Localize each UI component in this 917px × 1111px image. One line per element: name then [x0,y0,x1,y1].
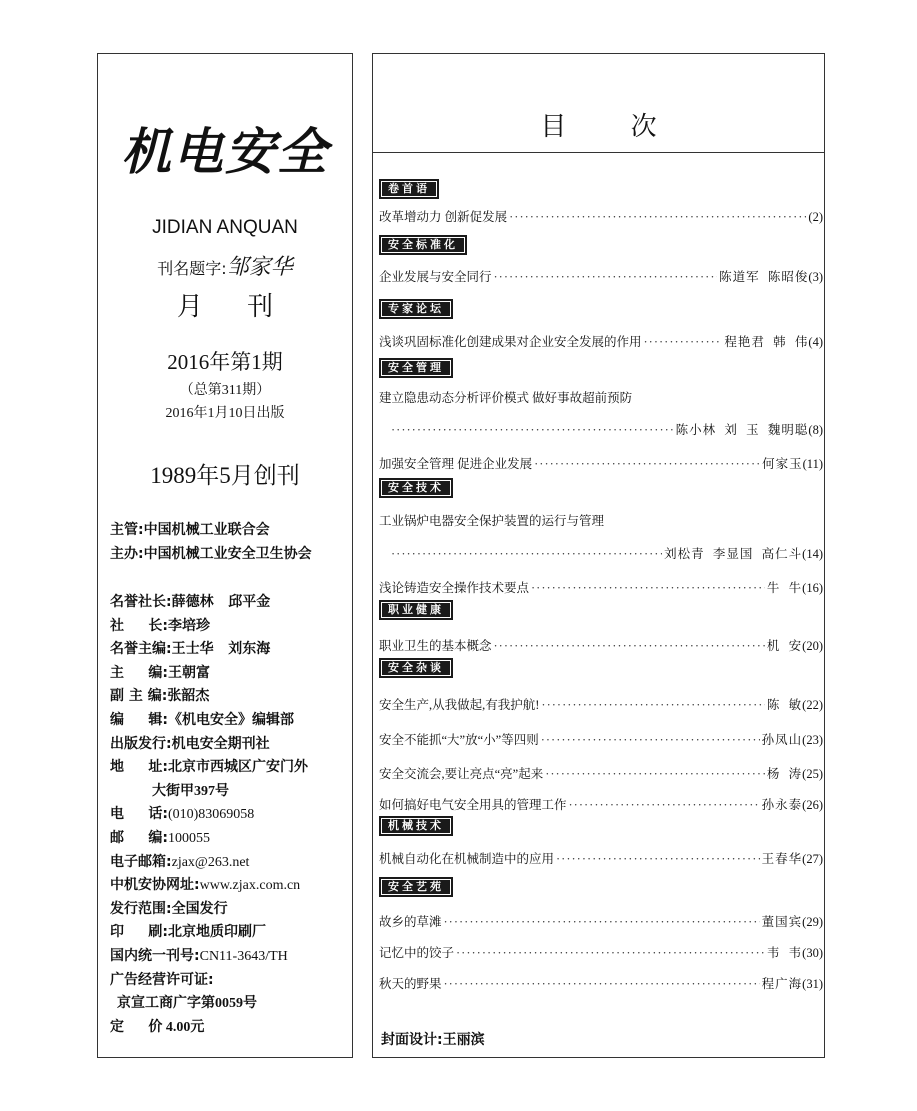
info-row [110,591,350,615]
toc-entry[interactable] [379,730,823,748]
info-label: 出版发行: [110,735,172,752]
entry-title: 加强安全管理 促进企业发展 [379,457,533,471]
info-row [110,638,350,662]
entry-page: (27) [802,852,823,866]
info-value: 大街甲397号 [110,783,229,799]
info-row [110,662,350,686]
leader-dots [494,270,718,285]
entry-author: 牛 牛 [766,581,803,595]
info-value: 王士华 刘东海 [171,641,271,658]
info-row [110,921,350,945]
leader-dots [444,977,760,992]
info-row [110,803,350,827]
entry-title: 建立隐患动态分析评价模式 做好事故超前预防 [379,391,633,405]
info-value: 100055 [167,830,210,846]
info-value: 《机电安全》编辑部 [167,711,294,728]
entry-page: (26) [802,798,823,812]
entry-page: (14) [802,547,823,561]
publication-date: 2016年1月10日出版 [165,406,285,421]
entry-page: (8) [808,423,823,437]
entry-author: 何家玉 [762,457,803,471]
info-value: www.zjax.com.cn [199,878,301,894]
leader-dots [444,915,760,930]
info-value: 京宣工商广字第0059号 [110,996,257,1012]
info-row [110,685,350,709]
info-label: 广告经营许可证: [110,971,214,988]
calligraphy-label: 刊名题字: [157,259,227,278]
info-row [110,945,350,969]
leader-dots [456,946,765,961]
section-badge: 安全管理 [379,358,453,378]
toc-entry[interactable] [379,511,823,529]
entry-title: 记忆中的饺子 [379,946,455,960]
leader-dots [534,457,760,472]
entry-title: 故乡的草滩 [379,915,442,929]
issue-number: 2016年第1期 [167,350,283,374]
toc-title: 目 次 [540,112,685,142]
toc-entry[interactable] [379,578,823,596]
cover-designer: 王丽滨 [442,1032,485,1048]
info-label: 名誉主编: [110,641,172,658]
info-value: 4.00元 [162,1019,205,1035]
entry-page: (3) [808,270,823,284]
entry-author: 刘松青 李显国 高仁斗 [664,547,803,561]
entry-title: 安全生产,从我做起,有我护航! [379,698,540,712]
info-label: 编 辑: [110,711,168,728]
leader-dots [545,767,765,782]
info-row [110,543,350,567]
leader-dots [556,852,760,867]
info-value: 薛德林 邱平金 [171,594,271,610]
info-label: 主管: [110,522,144,538]
toc-entry[interactable] [379,332,823,350]
leader-dots [644,335,723,350]
info-label: 名誉社长: [110,594,172,610]
entry-author: 董国宾 [761,915,803,929]
section-badge: 专家论坛 [379,299,453,319]
cover-design-credit [381,1029,485,1049]
toc-entry[interactable] [379,207,823,225]
entry-page: (29) [802,915,823,929]
leader-dots [509,210,806,225]
info-value: (010)83069058 [167,807,255,823]
entry-author: 杨 涛 [766,767,803,781]
section-badge: 安全技术 [379,478,453,498]
toc-entry[interactable] [379,974,823,992]
entry-author: 程艳君 韩 伟 [724,335,809,349]
entry-author: 陈 敏 [766,698,803,712]
leader-dots [494,639,765,654]
leader-dots [541,733,760,748]
info-label: 国内统一刊号: [110,947,200,964]
entry-author: 陈小林 刘 玉 魏明聪 [675,423,809,437]
entry-page: (30) [802,946,823,960]
entry-title: 企业发展与安全同行 [379,270,492,284]
toc-header [373,54,824,153]
info-row [110,615,350,639]
info-label: 中机安协网址: [110,877,200,894]
leader-dots [391,423,674,438]
entry-title: 改革增动力 创新促发展 [379,210,508,224]
info-row [110,874,350,898]
toc-entry[interactable] [379,454,823,472]
section-badge: 安全杂谈 [379,658,453,678]
entry-author: 王春华 [761,852,803,866]
toc-entry[interactable] [379,388,823,406]
entry-author: 陈道军 陈昭俊 [719,270,809,284]
magazine-pinyin: JIDIAN ANQUAN [152,217,298,238]
toc-entry[interactable] [389,544,823,562]
leader-dots [531,581,765,596]
entry-title: 秋天的野果 [379,977,442,991]
info-row [110,898,350,922]
staff-info [110,591,350,1039]
info-label: 印 刷: [110,924,168,941]
entry-page: (25) [802,767,823,781]
info-value: CN11-3643/TH [199,948,288,964]
info-value: 李培珍 [167,617,210,634]
info-label: 社 长: [110,617,168,634]
info-value: 王朝富 [167,664,210,681]
entry-page: (4) [808,335,823,349]
info-value: 张韶杰 [167,688,210,705]
leader-dots [541,698,764,713]
info-value: zjax@263.net [171,854,250,870]
total-issue: （总第311期） [179,383,271,398]
entry-title: 工业锅炉电器安全保护装置的运行与管理 [379,514,605,528]
info-row [110,519,350,543]
entry-page: (16) [802,581,823,595]
info-value: 机电安全期刊社 [171,735,270,752]
toc-entry[interactable] [389,420,823,438]
info-label: 发行范围: [110,900,172,917]
info-row [110,1016,350,1040]
cover-label: 封面设计: [381,1032,443,1048]
entry-title: 浅谈巩固标准化创建成果对企业安全发展的作用 [379,335,642,349]
table-of-contents [372,53,825,1058]
section-badge: 安全标准化 [379,235,467,255]
magazine-logo: 机电安全 [121,122,329,181]
info-row [110,969,350,993]
info-label: 电 话: [110,806,168,823]
entry-page: (11) [802,457,823,471]
frequency-label: 月 刊 [176,292,292,322]
info-value: 北京地质印刷厂 [167,924,266,941]
toc-entry[interactable] [379,849,823,867]
entry-page: (23) [802,733,823,747]
info-row [110,827,350,851]
info-row [110,780,350,804]
info-label: 电子邮箱: [110,853,172,870]
section-badge: 安全艺苑 [379,877,453,897]
entry-title: 如何搞好电气安全用具的管理工作 [379,798,567,812]
info-row [110,756,350,780]
toc-entry[interactable] [379,764,823,782]
founded-date: 1989年5月创刊 [150,463,300,488]
toc-entry[interactable] [379,912,823,930]
entry-page: (2) [808,210,823,224]
toc-entry[interactable] [379,636,823,654]
info-label: 定 价 [110,1018,163,1035]
info-row [110,733,350,757]
info-value: 中国机械工业联合会 [143,522,270,538]
entry-author: 孙凤山 [761,733,803,747]
entry-author: 程广海 [761,977,803,991]
entry-author: 韦 韦 [766,946,803,960]
entry-page: (31) [802,977,823,991]
sponsor-info [110,519,350,566]
info-value: 全国发行 [171,900,228,917]
section-badge: 职业健康 [379,600,453,620]
masthead-panel [97,53,353,1058]
toc-entry[interactable] [379,795,823,813]
toc-entry[interactable] [379,943,823,961]
info-label: 地 址: [110,759,168,776]
entry-page: (22) [802,698,823,712]
info-value: 中国机械工业安全卫生协会 [143,545,312,562]
info-label: 主 编: [110,664,168,681]
section-badge: 机械技术 [379,816,453,836]
section-badge: 卷首语 [379,179,439,199]
entry-page: (20) [802,639,823,653]
toc-entry[interactable] [379,267,823,285]
entry-title: 安全交流会,要让亮点“亮”起来 [379,767,544,781]
entry-author: 孙永泰 [761,798,803,812]
entry-title: 职业卫生的基本概念 [379,639,492,653]
calligraphy-name: 邹家华 [226,255,293,280]
info-row [110,851,350,875]
entry-title: 安全不能抓“大”放“小”等四则 [379,733,539,747]
info-label: 主办: [110,545,144,562]
info-label: 邮 编: [110,829,168,846]
entry-title: 机械自动化在机械制造中的应用 [379,852,555,866]
leader-dots [569,798,760,813]
entry-title: 浅论铸造安全操作技术要点 [379,581,530,595]
info-row [110,992,350,1016]
info-value: 北京市西城区广安门外 [167,759,308,776]
toc-entry[interactable] [379,695,823,713]
leader-dots [391,547,662,562]
calligraphy-credit [98,250,352,281]
info-label: 副 主 编: [110,688,168,705]
info-row [110,709,350,733]
entry-author: 机 安 [766,639,803,653]
